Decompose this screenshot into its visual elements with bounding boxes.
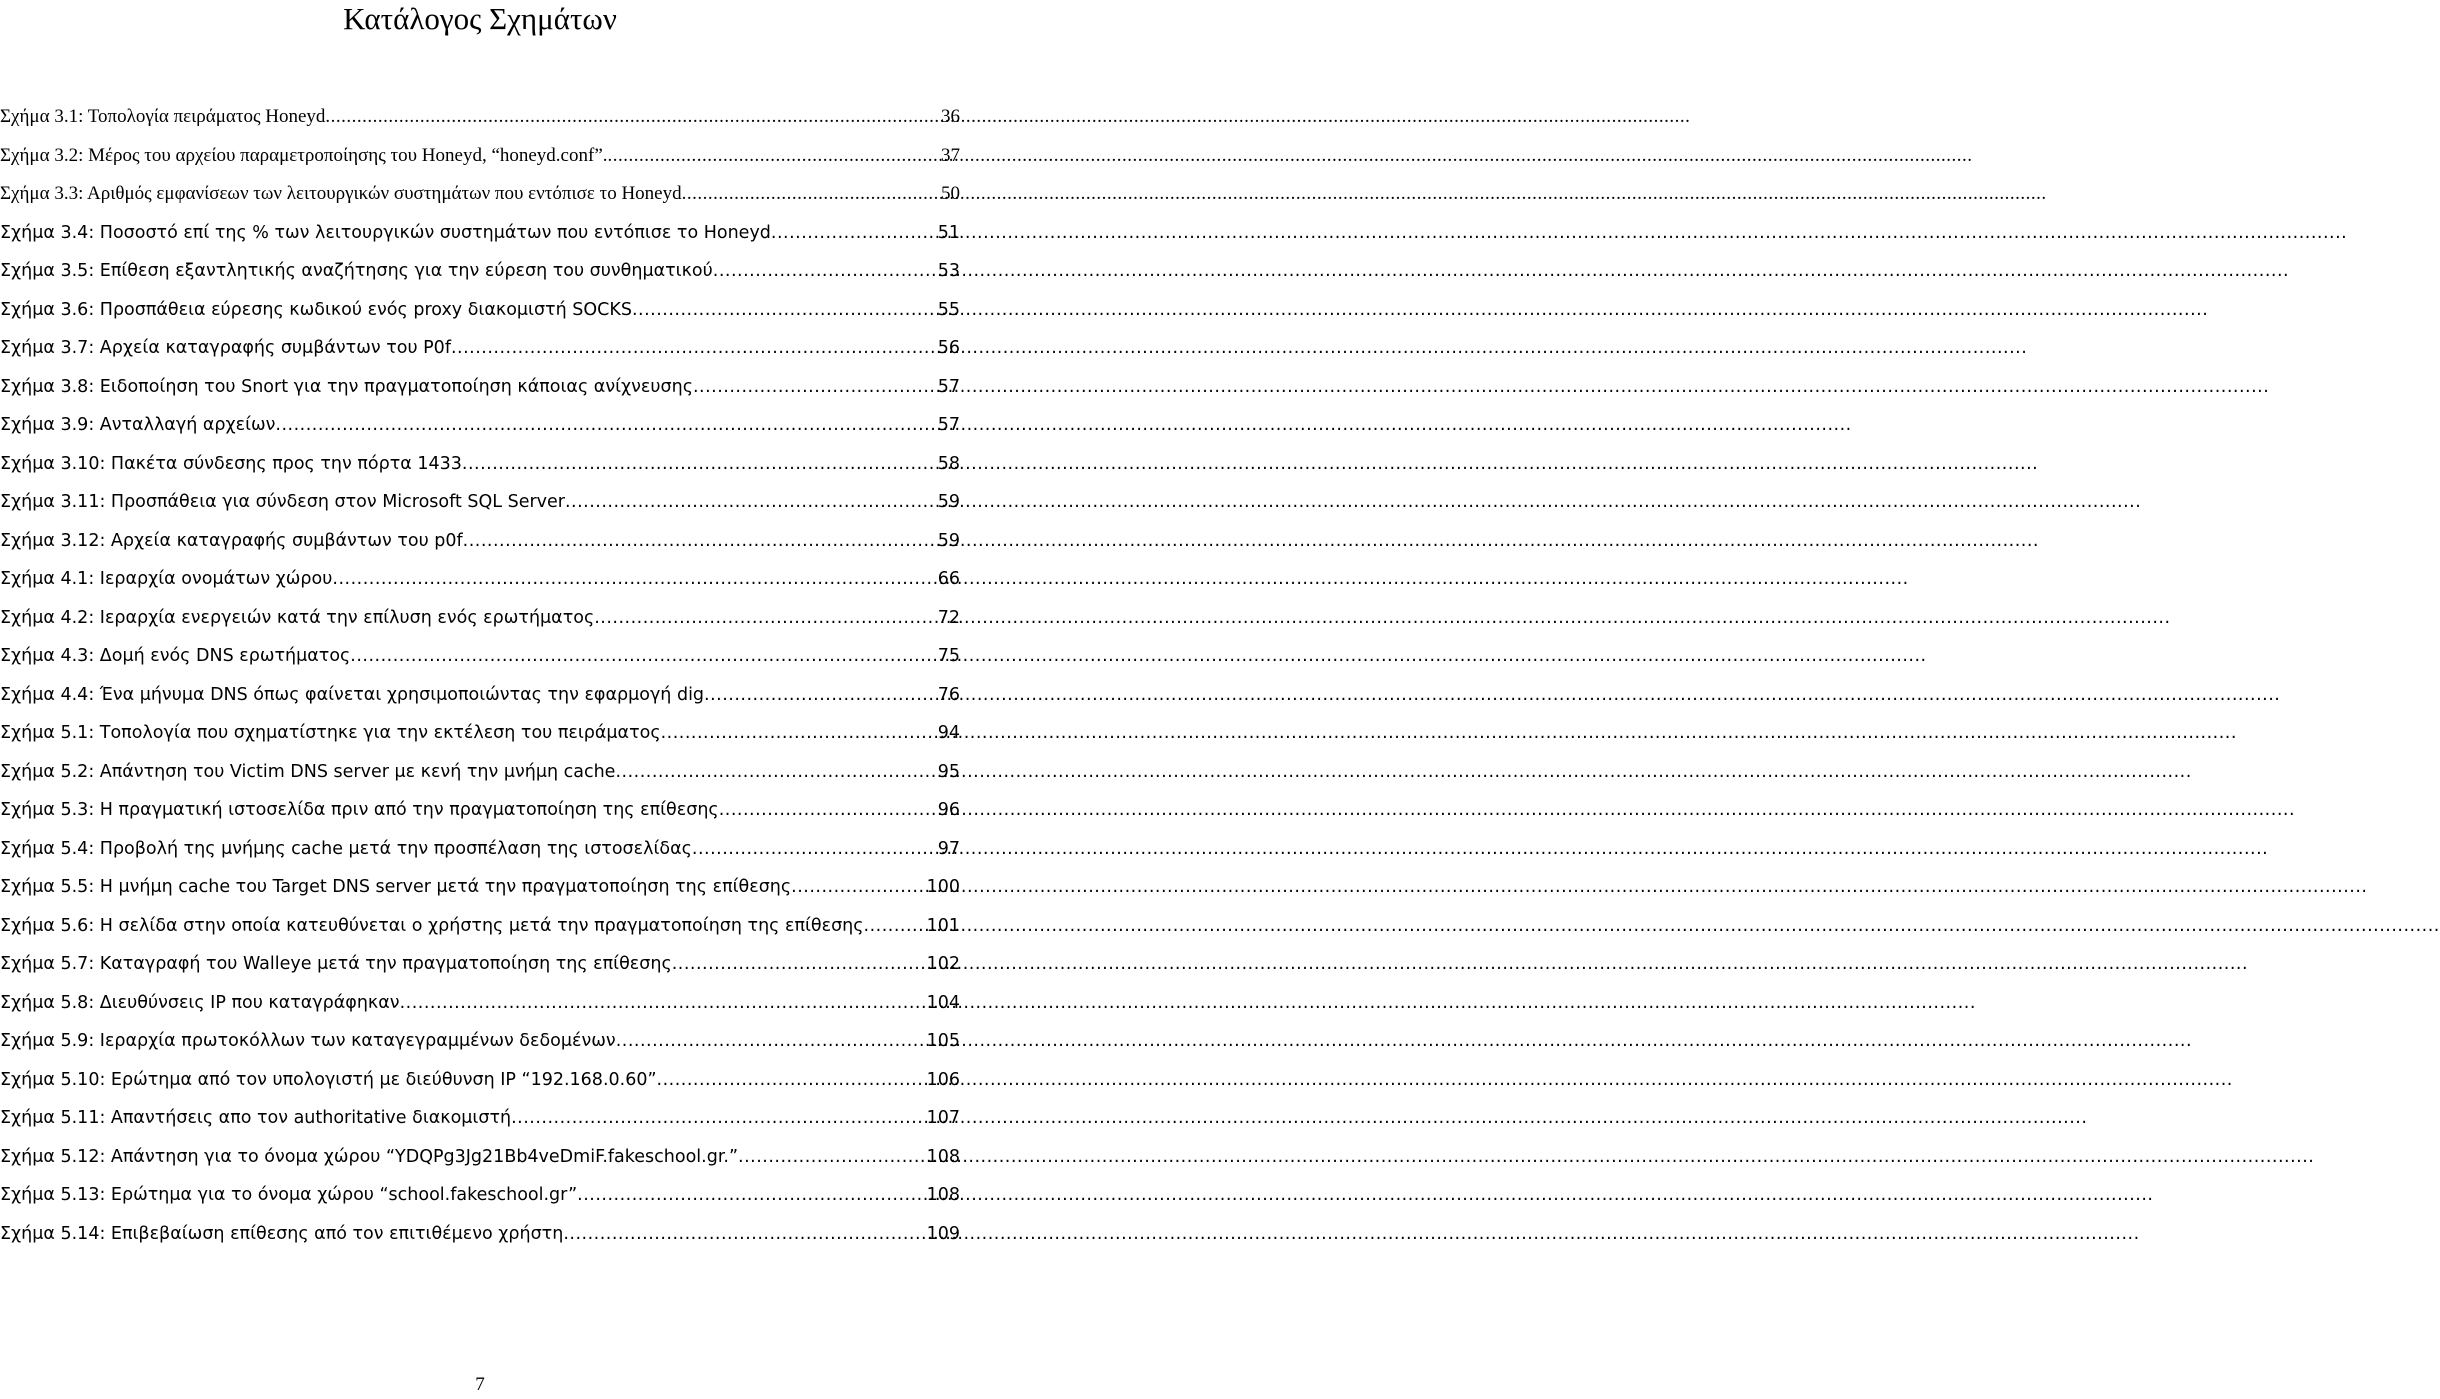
toc-entry-label: Σχήμα 5.12: Απάντηση για το όνομα χώρου “YDQPg3Jg21Bb4veDmiF.fakeschool.gr.”	[0, 1146, 739, 1167]
toc-entry-page: 55	[937, 299, 960, 320]
toc-entry-label: Σχήμα 4.3: Δομή ενός DNS ερωτήματος	[0, 646, 351, 666]
toc-entry-label: Σχήμα 4.1: Ιεραρχία ονομάτων χώρου	[0, 569, 333, 589]
toc-entry-page: 36	[941, 106, 960, 127]
toc-leader-dots	[608, 137, 942, 176]
toc-entry[interactable]	[0, 1061, 960, 1100]
toc-entry[interactable]	[0, 98, 960, 137]
toc-leader-dots	[325, 98, 941, 137]
toc-entry-page: 72	[937, 607, 960, 628]
toc-entry[interactable]	[0, 560, 960, 599]
toc-entry[interactable]	[0, 252, 960, 291]
figure-list	[0, 98, 960, 1253]
toc-entry-page: 59	[937, 530, 960, 551]
toc-entry-label: Σχήμα 5.11: Απαντήσεις απο τον authoritative διακομιστή	[0, 1108, 512, 1128]
toc-entry-page: 101	[926, 915, 960, 936]
toc-entry-page: 109	[926, 1223, 960, 1244]
toc-entry-label: Σχήμα 5.9: Ιεραρχία πρωτοκόλλων των καταγεγραμμένων δεδομένων	[0, 1031, 616, 1051]
toc-entry[interactable]	[0, 907, 960, 946]
toc-entry-label: Σχήμα 3.6: Προσπάθεια εύρεσης κωδικού ενός proxy διακομιστή SOCKS	[0, 299, 632, 320]
toc-entry[interactable]	[0, 214, 960, 253]
toc-entry[interactable]	[0, 445, 960, 484]
toc-entry[interactable]	[0, 599, 960, 638]
toc-entry-page: 105	[926, 1031, 960, 1051]
toc-entry-label: Σχήμα 4.2: Ιεραρχία ενεργειών κατά την επίλυση ενός ερωτήματος	[0, 607, 595, 628]
toc-entry-label: Σχήμα 5.3: Η πραγματική ιστοσελίδα πριν από την πραγματοποίηση της επίθεσης	[0, 800, 719, 820]
toc-entry[interactable]	[0, 329, 960, 368]
page-number: 7	[475, 1374, 485, 1395]
toc-leader-dots	[563, 1215, 926, 1254]
toc-leader-dots	[332, 560, 937, 599]
toc-entry-page: 102	[926, 954, 960, 974]
toc-entry-label: Σχήμα 3.4: Ποσοστό επί της % των λειτουργικών συστημάτων που εντόπισε το Honeyd	[0, 222, 771, 243]
toc-entry[interactable]	[0, 753, 960, 792]
toc-leader-dots	[565, 483, 938, 522]
toc-entry-label: Σχήμα 5.13: Ερώτημα για το όνομα χώρου “school.fakeschool.gr”	[0, 1185, 578, 1205]
toc-leader-dots	[713, 252, 938, 291]
toc-entry-page: 94	[937, 723, 960, 743]
toc-entry-page: 58	[937, 453, 960, 474]
toc-leader-dots	[350, 637, 937, 676]
toc-entry[interactable]	[0, 368, 960, 407]
toc-entry-label: Σχήμα 5.5: Η μνήμη cache του Target DNS server μετά την πραγματοποίηση της επίθεσης	[0, 877, 792, 897]
toc-entry-page: 51	[937, 222, 960, 243]
toc-leader-dots	[400, 984, 927, 1023]
toc-entry[interactable]	[0, 522, 960, 561]
toc-entry-label: Σχήμα 3.1: Τοπολογία πειράματος Honeyd	[0, 106, 326, 127]
toc-leader-dots	[693, 368, 938, 407]
toc-leader-dots	[657, 1061, 927, 1100]
toc-entry-label: Σχήμα 3.10: Πακέτα σύνδεσης προς την πόρτα 1433	[0, 453, 462, 474]
toc-leader-dots	[704, 676, 938, 715]
toc-entry-page: 76	[937, 684, 960, 705]
toc-leader-dots	[615, 753, 937, 792]
toc-entry-page: 100	[926, 877, 960, 897]
toc-entry[interactable]	[0, 291, 960, 330]
toc-leader-dots	[632, 291, 938, 330]
toc-entry[interactable]	[0, 1022, 960, 1061]
toc-leader-dots	[661, 714, 938, 753]
toc-leader-dots	[616, 1022, 927, 1061]
toc-entry[interactable]	[0, 714, 960, 753]
toc-leader-dots	[577, 1176, 926, 1215]
toc-leader-dots	[682, 175, 941, 214]
toc-entry-page: 97	[937, 838, 960, 859]
toc-leader-dots	[791, 868, 926, 907]
toc-entry-label: Σχήμα 3.12: Αρχεία καταγραφής συμβάντων του p0f	[0, 530, 463, 551]
toc-entry-label: Σχήμα 5.1: Τοπολογία που σχηματίστηκε για την εκτέλεση του πειράματος	[0, 723, 661, 743]
toc-entry[interactable]	[0, 945, 960, 984]
toc-entry[interactable]	[0, 676, 960, 715]
toc-entry[interactable]	[0, 984, 960, 1023]
toc-entry-label: Σχήμα 5.6: Η σελίδα στην οποία κατευθύνεται ο χρήστης μετά την πραγματοποίηση της επίθεσης	[0, 915, 864, 936]
toc-entry-label: Σχήμα 4.4: Ένα μήνυμα DNS όπως φαίνεται χρησιμοποιώντας την εφαρμογή dig	[0, 684, 705, 705]
toc-entry-label: Σχήμα 3.5: Επίθεση εξαντλητικής αναζήτησης για την εύρεση του συνθηματικού	[0, 261, 713, 281]
toc-entry-page: 57	[937, 415, 960, 435]
toc-entry[interactable]	[0, 406, 960, 445]
toc-leader-dots	[594, 599, 938, 638]
toc-leader-dots	[511, 1099, 927, 1138]
toc-entry-label: Σχήμα 3.8: Ειδοποίηση του Snort για την πραγματοποίηση κάποιας ανίχνευσης	[0, 376, 693, 397]
toc-entry[interactable]	[0, 791, 960, 830]
toc-entry[interactable]	[0, 637, 960, 676]
toc-leader-dots	[771, 214, 938, 253]
toc-entry-label: Σχήμα 3.7: Αρχεία καταγραφής συμβάντων του P0f	[0, 338, 451, 358]
toc-entry-page: 106	[926, 1069, 960, 1090]
toc-entry[interactable]	[0, 1099, 960, 1138]
toc-entry-page: 37	[941, 144, 960, 166]
toc-leader-dots	[864, 907, 927, 946]
toc-entry[interactable]	[0, 175, 960, 214]
toc-entry-page: 107	[926, 1108, 960, 1128]
toc-entry-label: Σχήμα 3.9: Ανταλλαγή αρχείων	[0, 415, 276, 435]
toc-entry-label: Σχήμα 5.10: Ερώτημα από τον υπολογιστή με διεύθυνση IP “192.168.0.60”	[0, 1069, 657, 1090]
toc-entry-page: 75	[937, 646, 960, 666]
toc-leader-dots	[463, 522, 938, 561]
toc-entry-page: 53	[937, 261, 960, 281]
toc-entry[interactable]	[0, 830, 960, 869]
toc-leader-dots	[451, 329, 938, 368]
toc-leader-dots	[275, 406, 937, 445]
toc-entry-page: 57	[937, 376, 960, 397]
toc-leader-dots	[692, 830, 938, 869]
page-title: Κατάλογος Σχημάτων	[343, 1, 617, 36]
toc-leader-dots	[672, 945, 927, 984]
toc-entry-label: Σχήμα 5.14: Επιβεβαίωση επίθεσης από τον επιτιθέμενο χρήστη	[0, 1223, 564, 1244]
toc-entry-page: 59	[937, 492, 960, 512]
toc-entry-page: 95	[937, 761, 960, 782]
toc-leader-dots	[738, 1138, 927, 1177]
toc-entry-page: 50	[941, 183, 960, 204]
toc-entry-label: Σχήμα 3.3: Αριθμός εμφανίσεων των λειτουργικών συστημάτων που εντόπισε το Honeyd	[0, 183, 682, 204]
toc-leader-dots	[719, 791, 938, 830]
toc-entry-label: Σχήμα 5.8: Διευθύνσεις IP που καταγράφηκαν	[0, 992, 400, 1013]
toc-entry-page: 108	[926, 1146, 960, 1167]
toc-entry-page: 108	[926, 1185, 960, 1205]
toc-entry-page: 96	[937, 800, 960, 820]
toc-entry-label: Σχήμα 3.2: Μέρος του αρχείου παραμετροποίησης του Honeyd, “honeyd.conf”.	[0, 144, 608, 166]
toc-entry-label: Σχήμα 5.7: Καταγραφή του Walleye μετά την πραγματοποίηση της επίθεσης	[0, 954, 672, 974]
toc-entry[interactable]	[0, 1176, 960, 1215]
toc-entry[interactable]	[0, 1138, 960, 1177]
toc-entry-label: Σχήμα 5.4: Προβολή της μνήμης cache μετά την προσπέλαση της ιστοσελίδας	[0, 838, 692, 859]
toc-entry[interactable]	[0, 868, 960, 907]
toc-entry-label: Σχήμα 5.2: Απάντηση του Victim DNS server με κενή την μνήμη cache	[0, 761, 616, 782]
toc-entry[interactable]	[0, 137, 960, 176]
toc-leader-dots	[462, 445, 938, 484]
toc-entry-page: 66	[937, 569, 960, 589]
toc-entry[interactable]	[0, 483, 960, 522]
toc-entry-label: Σχήμα 3.11: Προσπάθεια για σύνδεση στον Microsoft SQL Server	[0, 492, 565, 512]
toc-entry-page: 104	[926, 992, 960, 1013]
toc-entry[interactable]	[0, 1215, 960, 1254]
toc-entry-page: 56	[937, 338, 960, 358]
